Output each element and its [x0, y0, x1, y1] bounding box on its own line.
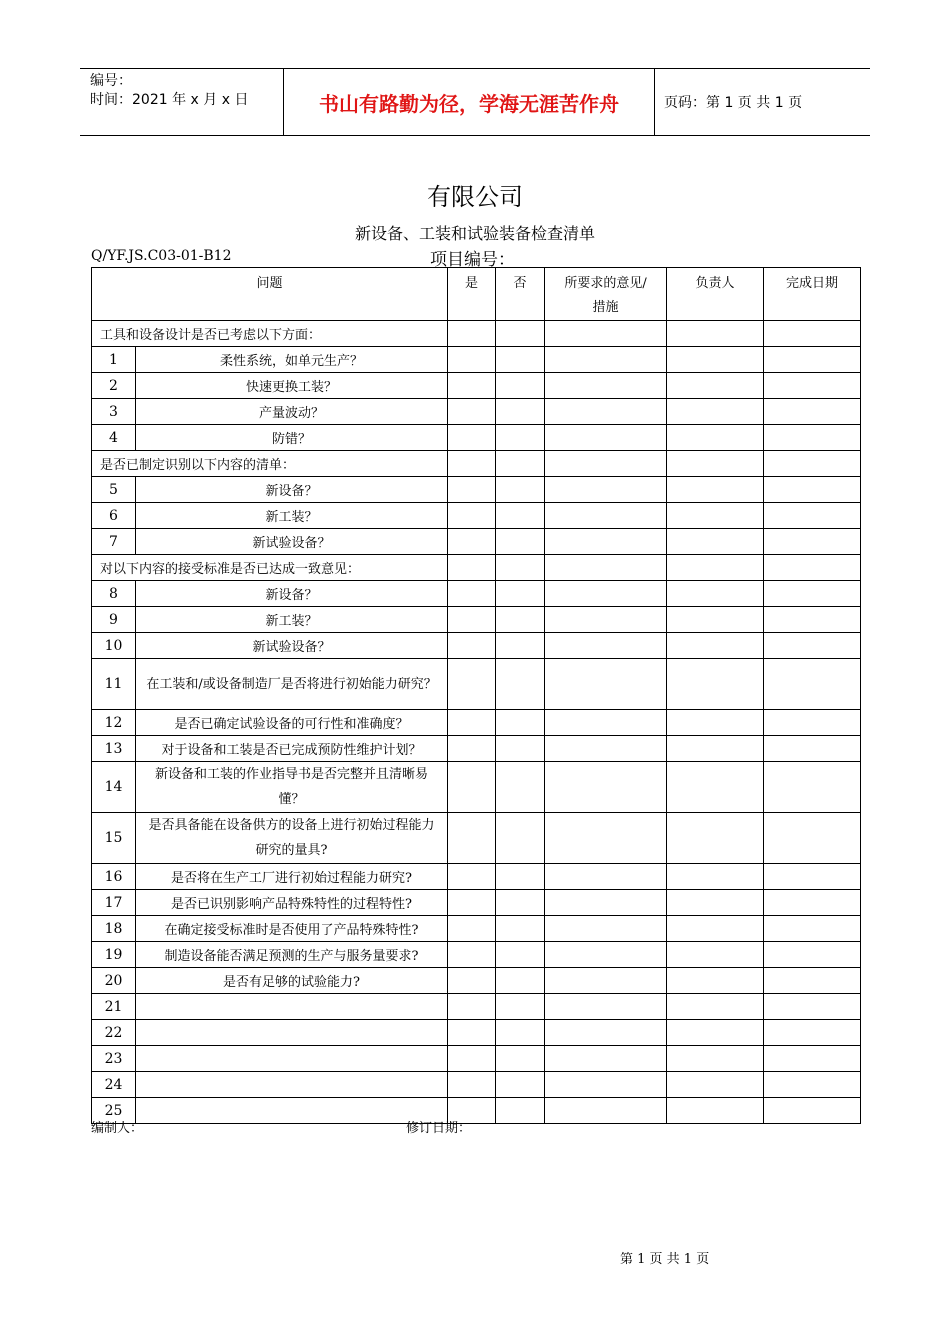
owner-cell[interactable]	[667, 529, 764, 555]
yes-cell[interactable]	[448, 762, 496, 813]
owner-cell[interactable]	[667, 1072, 764, 1098]
no-cell[interactable]	[496, 451, 545, 477]
opinion-cell[interactable]	[545, 813, 667, 864]
page-footer: 第 1 页 共 1 页	[620, 1252, 710, 1267]
page-label: 页码：第 1 页 共 1 页	[664, 95, 803, 111]
opinion-cell[interactable]	[545, 1072, 667, 1098]
owner-cell[interactable]	[667, 399, 764, 425]
table-row	[92, 659, 861, 710]
header-opinion	[545, 268, 667, 321]
no-cell[interactable]	[496, 607, 545, 633]
header-yes: 是	[448, 268, 496, 321]
table-row	[92, 1098, 861, 1124]
owner-cell[interactable]	[667, 813, 764, 864]
row-number: 9	[92, 607, 136, 633]
date-cell[interactable]	[764, 477, 861, 503]
table-row	[92, 425, 861, 451]
opinion-cell[interactable]	[545, 994, 667, 1020]
table-row	[92, 633, 861, 659]
owner-cell[interactable]	[667, 347, 764, 373]
no-cell[interactable]	[496, 1020, 545, 1046]
no-cell[interactable]	[496, 529, 545, 555]
yes-cell[interactable]	[448, 347, 496, 373]
table-row	[92, 399, 861, 425]
row-number: 5	[92, 477, 136, 503]
question-text: 在确定接受标准时是否使用了产品特殊特性?	[136, 916, 448, 942]
table-row	[92, 813, 861, 864]
no-cell[interactable]	[496, 736, 545, 762]
no-cell[interactable]	[496, 968, 545, 994]
table-row	[92, 864, 861, 890]
opinion-cell[interactable]	[545, 942, 667, 968]
yes-cell[interactable]	[448, 607, 496, 633]
table-row	[92, 503, 861, 529]
date-cell[interactable]	[764, 994, 861, 1020]
no-cell[interactable]	[496, 477, 545, 503]
section-row	[92, 451, 861, 477]
owner-cell[interactable]	[667, 477, 764, 503]
date-cell[interactable]	[764, 968, 861, 994]
owner-cell[interactable]	[667, 916, 764, 942]
date-cell[interactable]	[764, 347, 861, 373]
question-text: 制造设备能否满足预测的生产与服务量要求?	[136, 942, 448, 968]
opinion-cell[interactable]	[545, 659, 667, 710]
question-text	[136, 1046, 448, 1072]
owner-cell[interactable]	[667, 968, 764, 994]
opinion-cell[interactable]	[545, 529, 667, 555]
table-row	[92, 581, 861, 607]
date-cell[interactable]	[764, 1020, 861, 1046]
row-number: 13	[92, 736, 136, 762]
header-opinion-line1: 所要求的意见/	[564, 276, 647, 291]
question-text: 在工装和/或设备制造厂是否将进行初始能力研究？	[136, 659, 448, 710]
date-cell[interactable]	[764, 581, 861, 607]
header-date: 完成日期	[764, 268, 861, 321]
opinion-cell[interactable]	[545, 581, 667, 607]
owner-cell[interactable]	[667, 373, 764, 399]
company-name: 有限公司	[427, 183, 523, 211]
owner-cell[interactable]	[667, 942, 764, 968]
row-number: 11	[92, 659, 136, 710]
question-text: 快速更换工装？	[136, 373, 448, 399]
date-cell[interactable]	[764, 813, 861, 864]
date-cell[interactable]	[764, 736, 861, 762]
question-text: 新工装？	[136, 503, 448, 529]
owner-cell[interactable]	[667, 1020, 764, 1046]
header-question: 问题	[92, 268, 448, 321]
opinion-cell[interactable]	[545, 477, 667, 503]
opinion-cell[interactable]	[545, 555, 667, 581]
owner-cell[interactable]	[667, 890, 764, 916]
question-text	[136, 1072, 448, 1098]
row-number: 1	[92, 347, 136, 373]
no-cell[interactable]	[496, 916, 545, 942]
no-cell[interactable]	[496, 503, 545, 529]
row-number: 6	[92, 503, 136, 529]
owner-cell[interactable]	[667, 555, 764, 581]
section-heading: 对以下内容的接受标准是否已达成一致意见：	[92, 555, 448, 581]
table-row	[92, 1020, 861, 1046]
opinion-cell[interactable]	[545, 503, 667, 529]
no-cell[interactable]	[496, 864, 545, 890]
no-cell[interactable]	[496, 373, 545, 399]
yes-cell[interactable]	[448, 321, 496, 347]
row-number: 23	[92, 1046, 136, 1072]
section-heading: 工具和设备设计是否已考虑以下方面：	[92, 321, 448, 347]
no-cell[interactable]	[496, 321, 545, 347]
opinion-cell[interactable]	[545, 347, 667, 373]
yes-cell[interactable]	[448, 864, 496, 890]
opinion-cell[interactable]	[545, 968, 667, 994]
table-row	[92, 373, 861, 399]
motto: 书山有路勤为径，学海无涯苦作舟	[319, 91, 619, 116]
yes-cell[interactable]	[448, 529, 496, 555]
yes-cell[interactable]	[448, 659, 496, 710]
yes-cell[interactable]	[448, 633, 496, 659]
no-cell[interactable]	[496, 425, 545, 451]
opinion-cell[interactable]	[545, 864, 667, 890]
opinion-cell[interactable]	[545, 633, 667, 659]
question-text: 是否有足够的试验能力?	[136, 968, 448, 994]
date-cell[interactable]	[764, 710, 861, 736]
table-row	[92, 607, 861, 633]
yes-cell[interactable]	[448, 373, 496, 399]
table-row	[92, 762, 861, 813]
header-divider-right	[654, 68, 655, 136]
row-number: 7	[92, 529, 136, 555]
row-number: 12	[92, 710, 136, 736]
date-cell[interactable]	[764, 399, 861, 425]
no-cell[interactable]	[496, 710, 545, 736]
date-cell[interactable]	[764, 659, 861, 710]
table-row	[92, 968, 861, 994]
owner-cell[interactable]	[667, 1046, 764, 1072]
question-text: 新试验设备？	[136, 529, 448, 555]
owner-cell[interactable]	[667, 659, 764, 710]
question-text: 是否已确定试验设备的可行性和准确度？	[136, 710, 448, 736]
opinion-cell[interactable]	[545, 1046, 667, 1072]
row-number: 4	[92, 425, 136, 451]
row-number: 20	[92, 968, 136, 994]
date-cell[interactable]	[764, 451, 861, 477]
opinion-cell[interactable]	[545, 321, 667, 347]
question-text: 是否具备能在设备供方的设备上进行初始过程能力研究的量具?	[136, 813, 448, 864]
table-row	[92, 1072, 861, 1098]
question-text: 对于设备和工装是否已完成预防性维护计划？	[136, 736, 448, 762]
date-cell[interactable]	[764, 555, 861, 581]
date-cell[interactable]	[764, 916, 861, 942]
yes-cell[interactable]	[448, 555, 496, 581]
date-cell[interactable]	[764, 633, 861, 659]
revision-date-label: 修订日期：	[406, 1121, 472, 1136]
yes-cell[interactable]	[448, 451, 496, 477]
owner-cell[interactable]	[667, 503, 764, 529]
opinion-cell[interactable]	[545, 736, 667, 762]
date-cell[interactable]	[764, 1098, 861, 1124]
prepared-by-label: 编制人：	[91, 1121, 144, 1136]
row-number: 16	[92, 864, 136, 890]
checklist-table	[91, 267, 861, 1124]
row-number: 14	[92, 762, 136, 813]
yes-cell[interactable]	[448, 399, 496, 425]
yes-cell[interactable]	[448, 813, 496, 864]
question-text: 新设备和工装的作业指导书是否完整并且清晰易懂？	[136, 762, 448, 813]
yes-cell[interactable]	[448, 710, 496, 736]
date-cell[interactable]	[764, 373, 861, 399]
date-cell[interactable]	[764, 942, 861, 968]
opinion-cell[interactable]	[545, 451, 667, 477]
yes-cell[interactable]	[448, 425, 496, 451]
no-cell[interactable]	[496, 581, 545, 607]
row-number: 25	[92, 1098, 136, 1124]
table-row	[92, 890, 861, 916]
question-text: 新设备？	[136, 581, 448, 607]
date-cell[interactable]	[764, 890, 861, 916]
question-text: 是否已识别影响产品特殊特性的过程特性?	[136, 890, 448, 916]
row-number: 15	[92, 813, 136, 864]
opinion-cell[interactable]	[545, 373, 667, 399]
date-cell[interactable]	[764, 321, 861, 347]
opinion-cell[interactable]	[545, 710, 667, 736]
opinion-cell[interactable]	[545, 399, 667, 425]
opinion-cell[interactable]	[545, 1098, 667, 1124]
question-text	[136, 1098, 448, 1124]
yes-cell[interactable]	[448, 942, 496, 968]
owner-cell[interactable]	[667, 425, 764, 451]
row-number: 10	[92, 633, 136, 659]
opinion-cell[interactable]	[545, 425, 667, 451]
question-text: 产量波动？	[136, 399, 448, 425]
section-row	[92, 555, 861, 581]
no-cell[interactable]	[496, 1098, 545, 1124]
table-row	[92, 477, 861, 503]
header-meta	[90, 72, 248, 110]
no-cell[interactable]	[496, 347, 545, 373]
row-number: 8	[92, 581, 136, 607]
document-title: 新设备、工装和试验装备检查清单	[354, 224, 595, 243]
no-cell[interactable]	[496, 633, 545, 659]
owner-cell[interactable]	[667, 1098, 764, 1124]
yes-cell[interactable]	[448, 1020, 496, 1046]
question-text: 是否将在生产工厂进行初始过程能力研究?	[136, 864, 448, 890]
table-row	[92, 1046, 861, 1072]
date-cell[interactable]	[764, 529, 861, 555]
table-row	[92, 916, 861, 942]
owner-cell[interactable]	[667, 736, 764, 762]
no-cell[interactable]	[496, 813, 545, 864]
question-text: 防错？	[136, 425, 448, 451]
date-cell[interactable]	[764, 762, 861, 813]
date-cell[interactable]	[764, 607, 861, 633]
row-number: 24	[92, 1072, 136, 1098]
owner-cell[interactable]	[667, 710, 764, 736]
no-cell[interactable]	[496, 1072, 545, 1098]
question-text: 新试验设备？	[136, 633, 448, 659]
owner-cell[interactable]	[667, 321, 764, 347]
no-cell[interactable]	[496, 1046, 545, 1072]
section-heading: 是否已制定识别以下内容的清单：	[92, 451, 448, 477]
number-label: 编号：	[90, 73, 132, 89]
yes-cell[interactable]	[448, 581, 496, 607]
yes-cell[interactable]	[448, 1072, 496, 1098]
table-row	[92, 942, 861, 968]
no-cell[interactable]	[496, 994, 545, 1020]
table-row	[92, 736, 861, 762]
header-owner: 负责人	[667, 268, 764, 321]
document-code: Q/YF.JS.C03-01-B12	[91, 248, 232, 264]
yes-cell[interactable]	[448, 503, 496, 529]
owner-cell[interactable]	[667, 762, 764, 813]
yes-cell[interactable]	[448, 968, 496, 994]
yes-cell[interactable]	[448, 1046, 496, 1072]
opinion-cell[interactable]	[545, 916, 667, 942]
date-cell[interactable]	[764, 425, 861, 451]
owner-cell[interactable]	[667, 864, 764, 890]
yes-cell[interactable]	[448, 890, 496, 916]
row-number: 19	[92, 942, 136, 968]
no-cell[interactable]	[496, 942, 545, 968]
no-cell[interactable]	[496, 762, 545, 813]
project-number-label: 项目编号：	[430, 250, 515, 270]
opinion-cell[interactable]	[545, 890, 667, 916]
no-cell[interactable]	[496, 659, 545, 710]
table-row	[92, 994, 861, 1020]
date-cell[interactable]	[764, 1046, 861, 1072]
question-text: 柔性系统，如单元生产？	[136, 347, 448, 373]
opinion-cell[interactable]	[545, 762, 667, 813]
no-cell[interactable]	[496, 399, 545, 425]
table-header-row	[92, 268, 861, 321]
table-row	[92, 529, 861, 555]
yes-cell[interactable]	[448, 916, 496, 942]
date-cell[interactable]	[764, 864, 861, 890]
yes-cell[interactable]	[448, 736, 496, 762]
row-number: 21	[92, 994, 136, 1020]
row-number: 22	[92, 1020, 136, 1046]
table-row	[92, 710, 861, 736]
question-text	[136, 994, 448, 1020]
date-cell[interactable]	[764, 503, 861, 529]
header-no: 否	[496, 268, 545, 321]
opinion-cell[interactable]	[545, 1020, 667, 1046]
yes-cell[interactable]	[448, 994, 496, 1020]
time-label: 时间：2021 年 x 月 x 日	[90, 92, 249, 108]
date-cell[interactable]	[764, 1072, 861, 1098]
no-cell[interactable]	[496, 555, 545, 581]
owner-cell[interactable]	[667, 633, 764, 659]
yes-cell[interactable]	[448, 477, 496, 503]
owner-cell[interactable]	[667, 581, 764, 607]
no-cell[interactable]	[496, 890, 545, 916]
header-opinion-line2: 措施	[592, 300, 619, 315]
section-row	[92, 321, 861, 347]
owner-cell[interactable]	[667, 994, 764, 1020]
table-row	[92, 347, 861, 373]
question-text: 新工装？	[136, 607, 448, 633]
owner-cell[interactable]	[667, 607, 764, 633]
row-number: 18	[92, 916, 136, 942]
opinion-cell[interactable]	[545, 607, 667, 633]
row-number: 3	[92, 399, 136, 425]
question-text: 新设备？	[136, 477, 448, 503]
owner-cell[interactable]	[667, 451, 764, 477]
row-number: 17	[92, 890, 136, 916]
question-text	[136, 1020, 448, 1046]
row-number: 2	[92, 373, 136, 399]
